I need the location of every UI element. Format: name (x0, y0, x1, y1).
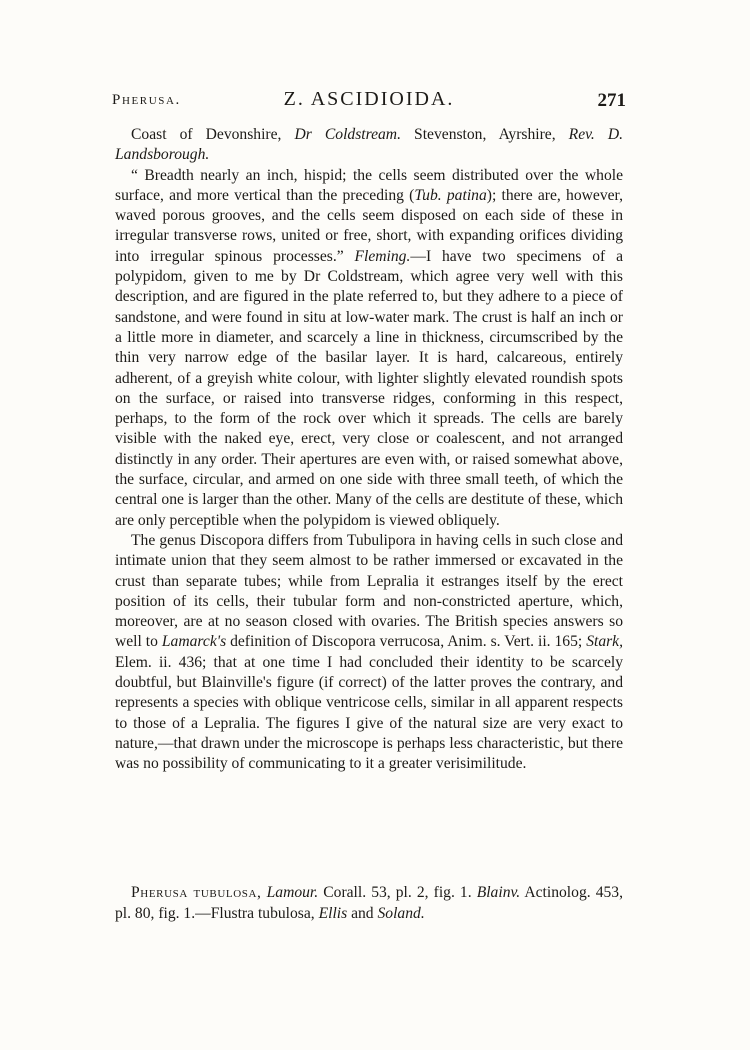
author-name: Blainv. (476, 884, 521, 901)
locality-paragraph (115, 125, 623, 166)
collector-name: Rev. D. Landsborough. (115, 126, 624, 164)
locality-text: Stevenston, Ayrshire, (400, 126, 569, 143)
genus-text: Elem. ii. 436; that at one time I had concluded their identity to be scarcely doubtful, but Blainville's figure (if correct) of the latter proves the contrary, and represents a species with oblique ventricose cells, similar in all apparent respects to those of a Lepralia. The figures I give of the natural size are very exact to nature,—that drawn under the microscope is perhaps less characteristic, but there was no possibility of communicating to it a greater verisimilitude. (115, 653, 623, 773)
species-paragraph (115, 882, 623, 924)
author-name: Soland. (377, 905, 425, 922)
locality-text: Coast of Devonshire, (131, 126, 295, 143)
collector-name: Dr Coldstream. (294, 126, 401, 143)
citation-text: Corall. 53, pl. 2, fig. 1. (318, 884, 477, 901)
description-text: —I have two specimens of a polypidom, given to me by Dr Coldstream, which agree very well with this description, and are figured in the plate referred to, but they adhere to a piece of sandstone, and were found in situ at low-water mark. The crust is half an inch or a little more in diameter, and scarcely a line in thickness, circumscribed by the thin very narrow edge of the basilar layer. It is hard, calcareous, entirely adherent, of a greyish white colour, with lighter slightly elevated roundish spots on the surface, or raised into transverse ridges, conforming in this respect, perhaps, to the form of the rock over which it spreads. The cells are barely visible with the naked eye, erect, very close or coalescent, and not arranged distinctly in any order. Their apertures are even with, or raised somewhat above, the surface, circular, and armed on one side with three small teeth, of which the central one is larger than the other. Many of the cells are destitute of these, which are only perceptible when the polypidom is viewed obliquely. (115, 247, 624, 529)
header-genus: Pherusa. (112, 92, 181, 108)
header-title: Z. ASCIDIOIDA. (283, 88, 455, 110)
author-name: Lamarck's (161, 633, 227, 651)
description-text: “ Breadth nearly an inch, hispid; the cells seem distributed over the whole surface, and more vertical than the preceding ( (115, 166, 623, 204)
author-name: Fleming. (354, 247, 411, 265)
species-reference: Tub. patina (414, 186, 487, 204)
species-name: Pherusa tubulosa, (131, 884, 262, 901)
author-name: Stark, (586, 633, 624, 651)
description-paragraph (115, 166, 623, 531)
running-header (112, 88, 626, 114)
author-name: Lamour. (266, 884, 319, 901)
genus-text: definition of Discopora verrucosa, Anim. s. Vert. ii. 165; (226, 633, 587, 651)
author-name: Ellis (318, 905, 348, 922)
genus-text: The genus Discopora differs from Tubulipora in having cells in such close and intimate union that they seem almost to be rather immersed or excavated in the crust than separate tubes; while from Lepralia it estranges itself by the erect position of its cells, their tubular form and non-constricted aperture, which, moreover, are at no season closed with ovaries. The British species answers so well to (115, 531, 623, 651)
citation-text: Actinolog. 453, pl. 80, fig. 1.—Flustra tubulosa, (115, 884, 623, 922)
genus-paragraph (115, 531, 623, 775)
species-entry (115, 882, 623, 924)
citation-text: and (347, 905, 378, 922)
description-text: ); there are, however, waved porous grooves, and the cells seem disposed on each side of these in irregular transverse rows, united or free, short, with expanding orifices dividing into irregular spinous processes.” (115, 186, 624, 265)
page-number: 271 (597, 90, 626, 111)
body-text (115, 125, 623, 775)
